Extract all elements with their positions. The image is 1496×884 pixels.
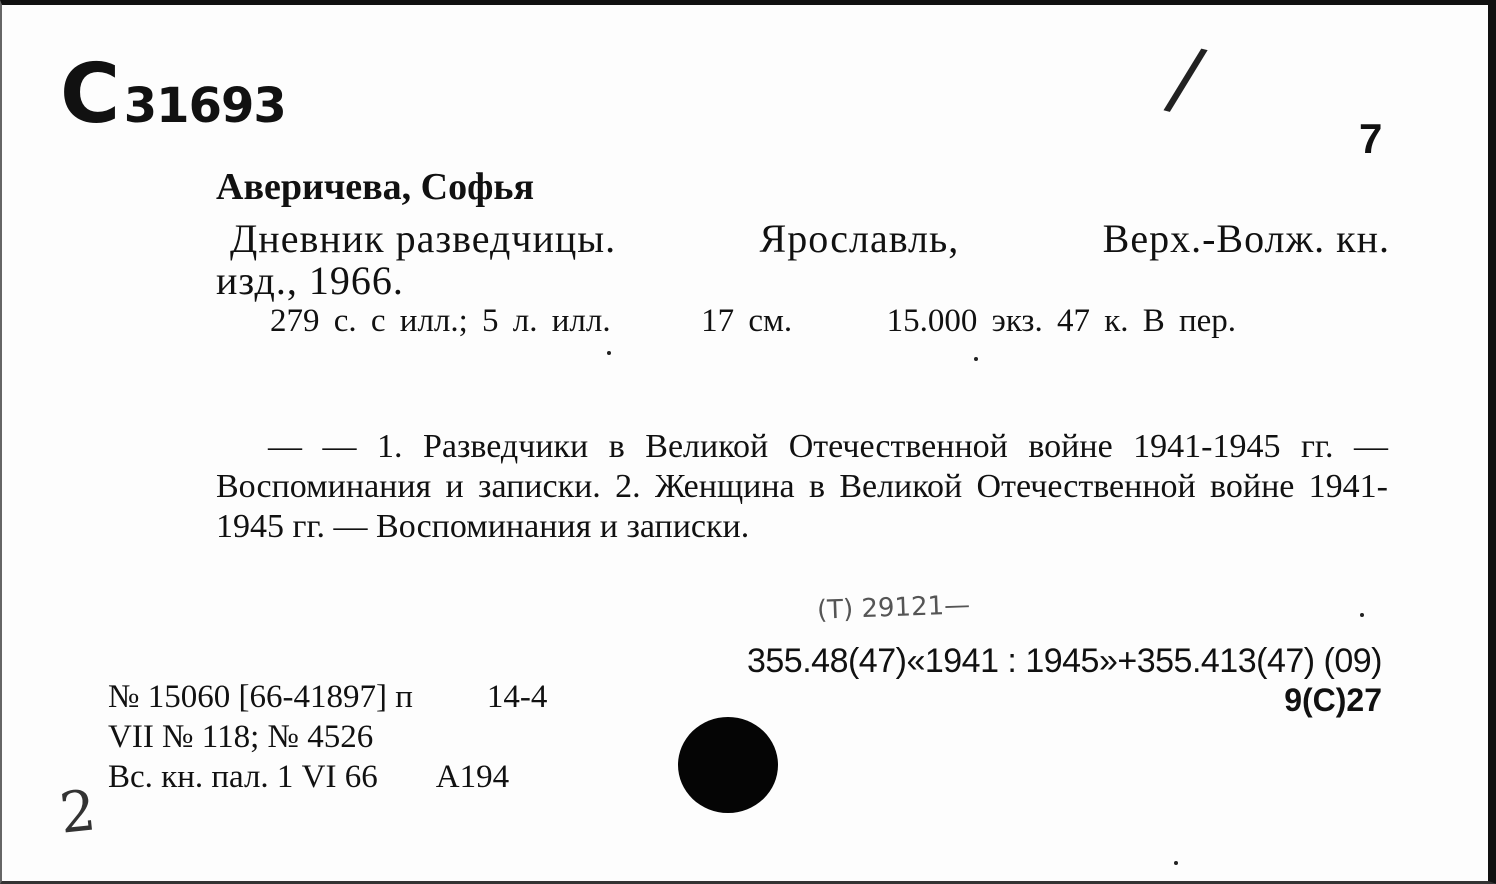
handwritten-slash-mark: / [1160,27,1212,129]
udc-classification: 355.48(47)«1941 : 1945»+355.413(47) (09) [746,642,1382,680]
subject-headings [216,427,1388,547]
size-info: 17 см. [701,303,793,339]
subjects-text: Разведчики в Великой Отечественной войне 1941-1945 гг. — Воспоминания и записки. 2. Женщина в Великой Отечественной войне 1941-1945 гг. — Воспоминания и записки. [216,428,1389,545]
ink-stamp: (Т) 29121— [816,590,971,626]
call-number [60,47,286,142]
print-run-info: 15.000 экз. 47 к. В пер. [886,303,1237,339]
speck [974,357,978,361]
handwritten-corner-mark: 2 [56,778,99,847]
call-number-letter: C [60,47,119,142]
physical-description [270,303,1236,340]
speck [1174,861,1178,865]
registration-line-1: № 15060 [66-41897] п 14-4 [108,679,548,715]
pages-info: 279 с. с илл.; 5 л. илл. [270,303,611,339]
registration-line-2: VII № 118; № 4526 [108,719,374,755]
publication-place: Ярославль, [759,216,960,261]
publisher: Верх.-Волж. кн. [1102,216,1390,261]
page-mark: 7 [1359,115,1383,162]
punch-hole [678,717,778,813]
registration-line-3: Вс. кн. пал. 1 VI 66 А194 [108,759,510,795]
registration-block [108,677,547,797]
speck [1360,613,1364,617]
book-title: Дневник разведчицы. [230,216,617,261]
author-heading: Аверичева, Софья [216,166,535,208]
publisher-continued: изд., 1966. [216,258,404,303]
title-line [230,215,1390,262]
call-number-digits: 31693 [123,78,286,134]
speck [607,351,611,355]
subjects-prefix: — — 1. [268,428,403,465]
bbk-classification: 9(С)27 [1284,682,1382,718]
